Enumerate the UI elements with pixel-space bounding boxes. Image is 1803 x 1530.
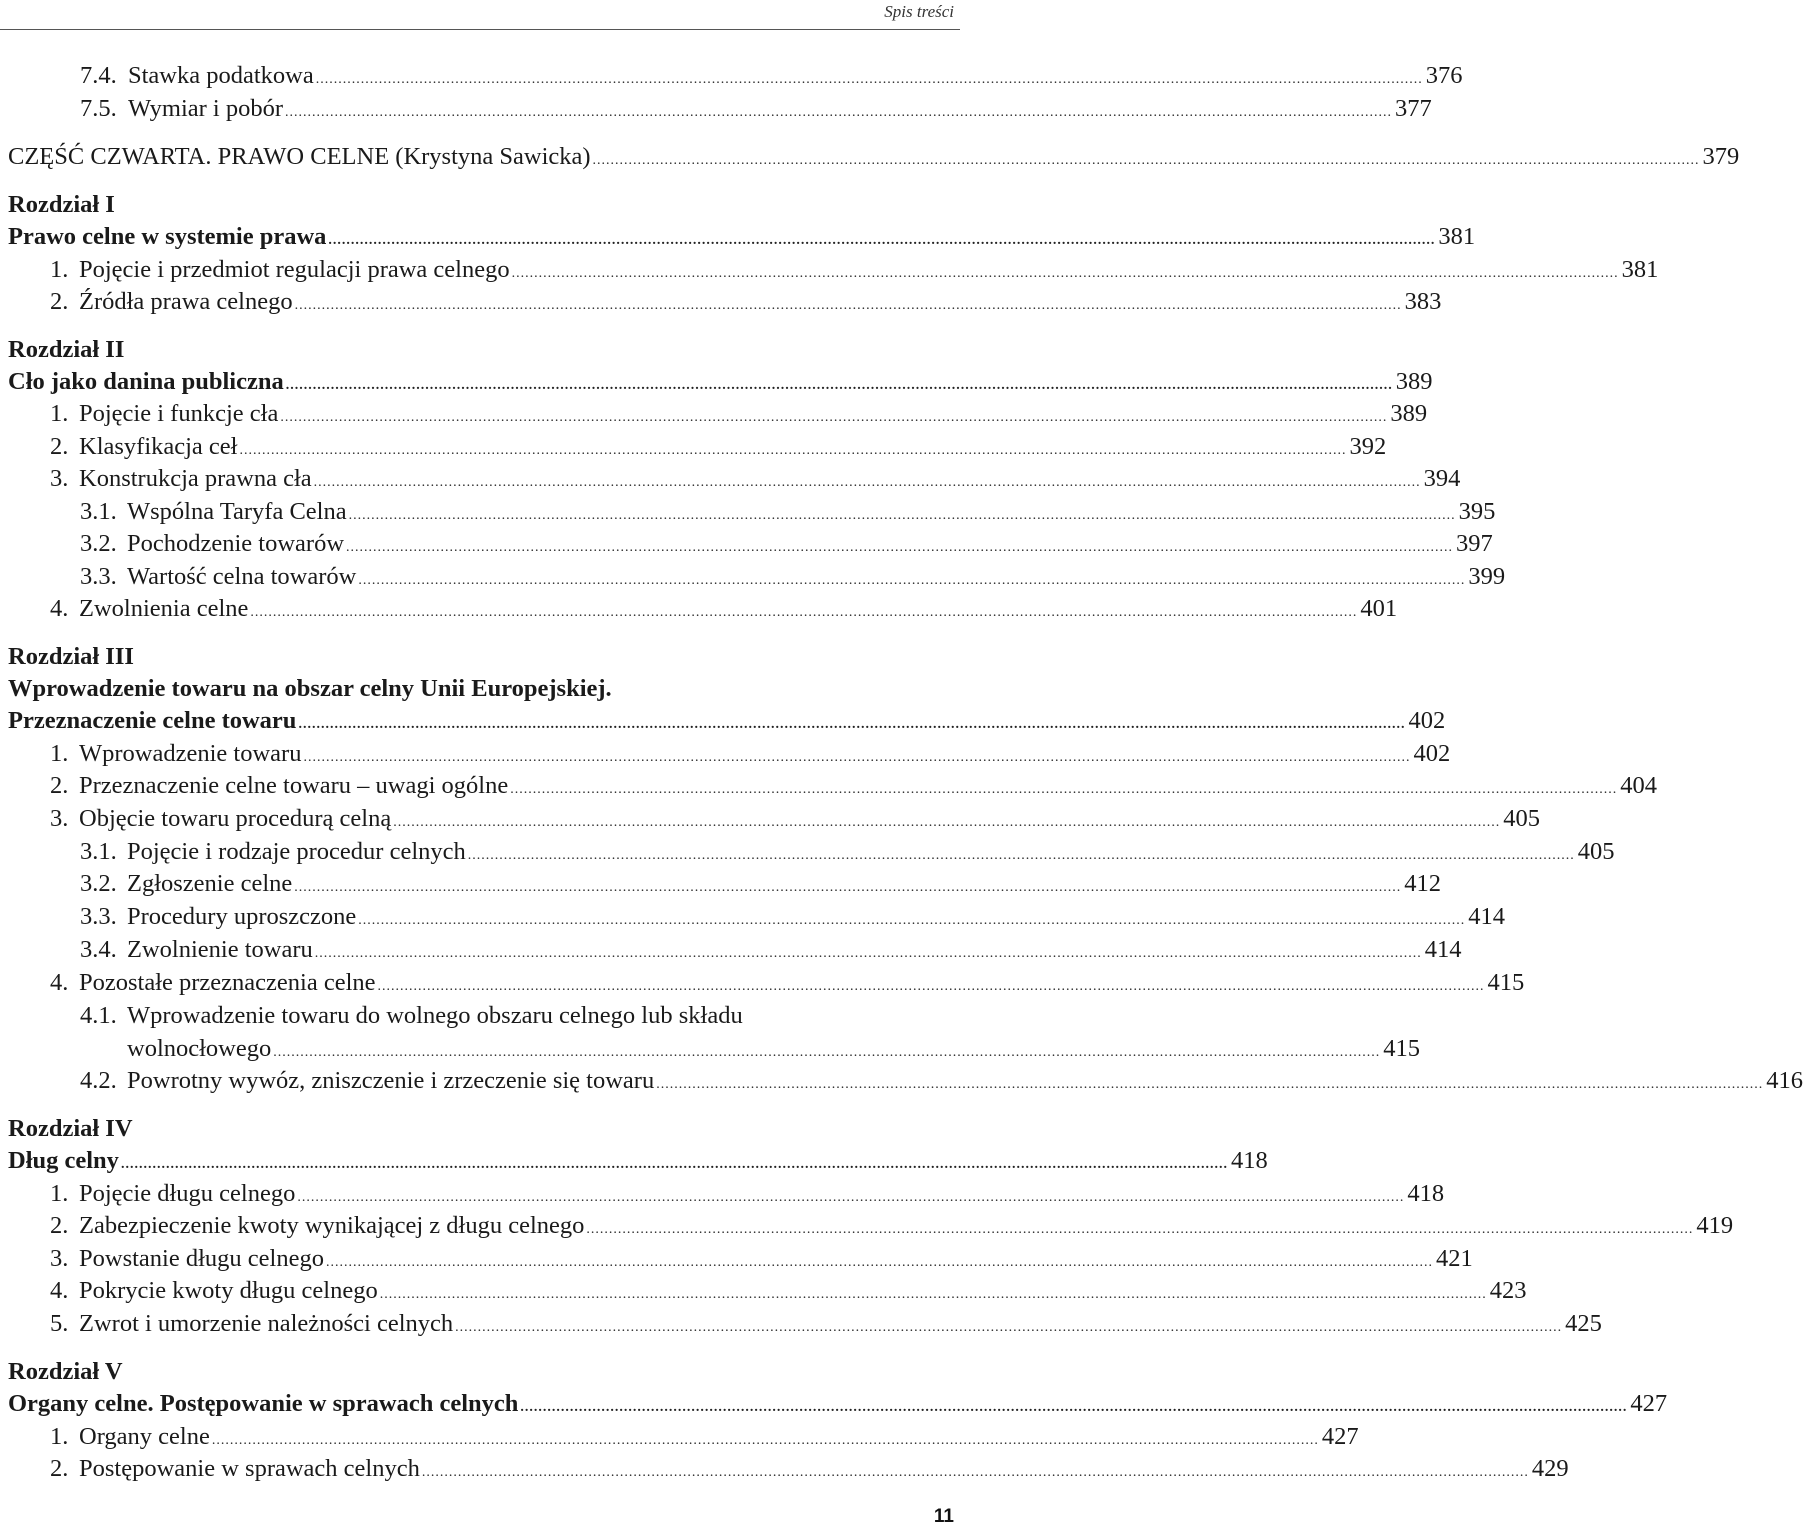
entry-title: Wprowadzenie towaru do wolnego obszaru celnego lub składu [127, 1002, 743, 1029]
entry-page: 379 [1702, 143, 1740, 170]
entry-number: 3.2. [80, 870, 117, 897]
toc-chapter-entry[interactable] [0, 1388, 1668, 1420]
entry-page: 389 [1390, 400, 1428, 427]
toc-entry[interactable] [0, 286, 1442, 318]
entry-page: 405 [1577, 838, 1615, 865]
dot-leader [285, 97, 1392, 129]
entry-number: 2. [50, 433, 69, 460]
entry-number: 4.2. [80, 1067, 117, 1094]
dot-leader [298, 709, 1405, 741]
entry-page: 414 [1468, 903, 1506, 930]
entry-title: Zwolnienia celne [79, 595, 249, 622]
toc-entry[interactable] [0, 1421, 1359, 1453]
entry-page: 429 [1531, 1455, 1569, 1482]
entry-title: Zabezpieczenie kwoty wynikającej z długu celnego [79, 1212, 585, 1239]
entry-page: 423 [1489, 1277, 1527, 1304]
entry-title: Wymiar i pobór [128, 95, 284, 122]
chapter-label: Rozdział IV [8, 1115, 133, 1142]
toc-entry[interactable] [0, 770, 1657, 802]
entry-number: 4. [50, 1277, 69, 1304]
dot-leader [280, 402, 1387, 434]
entry-title: Pojęcie długu celnego [79, 1180, 296, 1207]
header-rule [0, 29, 960, 30]
entry-page: 389 [1395, 368, 1433, 395]
dot-leader [314, 467, 1421, 499]
toc-entry[interactable] [0, 1178, 1445, 1210]
dot-leader [328, 225, 1435, 257]
toc-entry[interactable] [0, 398, 1428, 430]
toc-entry[interactable] [0, 1243, 1473, 1275]
toc-entry[interactable] [0, 463, 1461, 495]
entry-page: 395 [1458, 498, 1496, 525]
entry-title: Powrotny wywóz, zniszczenie i zrzeczenie się towaru [127, 1067, 655, 1094]
entry-page: 402 [1413, 740, 1451, 767]
entry-title: Wspólna Taryfa Celna [127, 498, 347, 525]
entry-page: 376 [1425, 62, 1463, 89]
dot-leader [520, 1392, 1627, 1424]
entry-number: 3.2. [80, 530, 117, 557]
entry-number: 3.3. [80, 563, 117, 590]
entry-page: 425 [1565, 1310, 1602, 1337]
entry-page: 402 [1408, 707, 1446, 734]
entry-page: 401 [1360, 595, 1398, 622]
chapter-title: Przeznaczenie celne towaru [8, 707, 297, 734]
entry-title: Źródła prawa celnego [79, 288, 293, 315]
dot-leader [315, 938, 1422, 970]
dot-leader [378, 971, 1485, 1003]
toc-entry[interactable] [0, 836, 1615, 868]
page-number: 11 [933, 1506, 954, 1527]
entry-number: 3. [50, 805, 69, 832]
entry-title: Pokrycie kwoty długu celnego [79, 1277, 378, 1304]
dot-leader [455, 1312, 1562, 1344]
toc-entry[interactable] [0, 1275, 1527, 1307]
entry-number: 3.4. [80, 936, 117, 963]
entry-page: 412 [1404, 870, 1442, 897]
entry-number: 1. [50, 256, 69, 283]
entry-number: 2. [50, 1455, 69, 1482]
entry-number: 1. [50, 1423, 69, 1450]
entry-number: 4.1. [80, 1002, 117, 1029]
entry-number: 4. [50, 595, 69, 622]
toc-chapter-entry[interactable] [0, 1145, 1268, 1177]
entry-title: Zwolnienie towaru [127, 936, 313, 963]
entry-title: Organy celne [79, 1423, 210, 1450]
entry-title: Pochodzenie towarów [127, 530, 345, 557]
entry-title: Pojęcie i funkcje cła [79, 400, 279, 427]
toc-entry[interactable] [0, 803, 1540, 835]
chapter-title-line: Wprowadzenie towaru na obszar celny Unii Europejskiej. [8, 675, 612, 702]
toc-entry[interactable] [0, 1308, 1602, 1340]
toc-entry[interactable] [0, 1065, 1803, 1097]
dot-leader [380, 1279, 1487, 1311]
entry-page: 381 [1621, 256, 1659, 283]
entry-page: 418 [1230, 1147, 1268, 1174]
entry-title: Konstrukcja prawna cła [79, 465, 312, 492]
entry-number: 3.1. [80, 838, 117, 865]
entry-title: Zwrot i umorzenie należności celnych [79, 1310, 454, 1337]
entry-page: 427 [1321, 1423, 1359, 1450]
entry-title: Objęcie towaru procedurą celną [79, 805, 392, 832]
toc-entry-wrapped[interactable] [0, 1000, 1035, 1032]
toc-entry[interactable] [0, 901, 1506, 933]
dot-leader [586, 1214, 1693, 1246]
entry-page: 394 [1423, 465, 1461, 492]
chapter-title: Cło jako danina publiczna [8, 368, 284, 395]
chapter-title: Dług celny [8, 1147, 119, 1174]
toc-entry[interactable] [0, 593, 1398, 625]
entry-page: 421 [1435, 1245, 1473, 1272]
entry-page: 397 [1456, 530, 1493, 557]
entry-page: 416 [1766, 1067, 1803, 1094]
dot-leader [250, 597, 1357, 629]
entry-page: 418 [1407, 1180, 1445, 1207]
entry-title: Przeznaczenie celne towaru – uwagi ogólne [79, 772, 509, 799]
chapter-label: Rozdział III [8, 643, 134, 670]
entry-title: Wprowadzenie towaru [79, 740, 302, 767]
entry-page: 377 [1395, 95, 1432, 122]
dot-leader [422, 1457, 1529, 1489]
entry-page: 392 [1349, 433, 1387, 460]
entry-number: 1. [50, 740, 69, 767]
entry-page: 415 [1487, 969, 1525, 996]
toc-entry[interactable] [0, 93, 1432, 125]
entry-title: wolnocłowego [127, 1035, 272, 1062]
entry-number: 5. [50, 1310, 69, 1337]
entry-title: Powstanie długu celnego [79, 1245, 324, 1272]
toc-entry[interactable] [0, 528, 1493, 560]
dot-leader [656, 1069, 1763, 1101]
entry-page: 405 [1503, 805, 1540, 832]
entry-page: 414 [1424, 936, 1462, 963]
entry-title: Wartość celna towarów [127, 563, 357, 590]
toc-entry[interactable] [0, 1210, 1734, 1242]
dot-leader [593, 145, 1700, 177]
entry-number: 7.4. [80, 62, 117, 89]
entry-title: Pozostałe przeznaczenia celne [79, 969, 376, 996]
toc-entry[interactable] [0, 561, 1506, 593]
dot-leader [346, 532, 1453, 564]
entry-number: 3.3. [80, 903, 117, 930]
toc-chapter-entry[interactable] [0, 221, 1476, 253]
dot-leader [294, 872, 1401, 904]
toc-chapter-entry[interactable] [0, 366, 1433, 398]
entry-title: Pojęcie i rodzaje procedur celnych [127, 838, 466, 865]
entry-number: 3.1. [80, 498, 117, 525]
chapter-title: Prawo celne w systemie prawa [8, 223, 327, 250]
toc-part-entry[interactable] [0, 141, 1740, 173]
dot-leader [121, 1149, 1228, 1181]
entry-number: 4. [50, 969, 69, 996]
entry-title: Klasyfikacja ceł [79, 433, 238, 460]
entry-page: 427 [1630, 1390, 1668, 1417]
toc-entry[interactable] [0, 496, 1496, 528]
toc-entry[interactable] [0, 868, 1442, 900]
part-title: CZĘŚĆ CZWARTA. PRAWO CELNE (Krystyna Sawicka) [8, 143, 591, 170]
dot-leader [316, 64, 1423, 96]
toc-entry[interactable] [0, 60, 1463, 92]
chapter-label: Rozdział II [8, 336, 125, 363]
dot-leader [393, 807, 1500, 839]
entry-page: 404 [1620, 772, 1657, 799]
entry-page: 381 [1438, 223, 1476, 250]
entry-number: 2. [50, 288, 69, 315]
entry-title: Procedury uproszczone [127, 903, 357, 930]
entry-title: Pojęcie i przedmiot regulacji prawa celnego [79, 256, 510, 283]
toc-entry[interactable] [0, 254, 1659, 286]
entry-number: 1. [50, 400, 69, 427]
dot-leader [358, 905, 1465, 937]
entry-number: 2. [50, 772, 69, 799]
dot-leader [510, 774, 1617, 806]
chapter-title: Organy celne. Postępowanie w sprawach celnych [8, 1390, 519, 1417]
entry-number: 1. [50, 1180, 69, 1207]
toc-entry[interactable] [0, 1453, 1569, 1485]
entry-page: 383 [1404, 288, 1442, 315]
toc-entry[interactable] [0, 934, 1462, 966]
entry-number: 3. [50, 465, 69, 492]
toc-entry[interactable] [0, 738, 1451, 770]
toc-chapter-entry[interactable] [0, 705, 1446, 737]
toc-entry[interactable] [0, 431, 1387, 463]
entry-number: 7.5. [80, 95, 117, 122]
entry-title: Zgłoszenie celne [127, 870, 293, 897]
toc-entry[interactable] [0, 967, 1525, 999]
toc-entry-continuation[interactable] [0, 1033, 1420, 1065]
entry-title: Postępowanie w sprawach celnych [79, 1455, 420, 1482]
entry-page: 399 [1468, 563, 1506, 590]
entry-number: 2. [50, 1212, 69, 1239]
entry-page: 415 [1383, 1035, 1420, 1062]
entry-number: 3. [50, 1245, 69, 1272]
running-header: Spis treści [884, 2, 954, 21]
entry-title: Stawka podatkowa [128, 62, 314, 89]
entry-page: 419 [1696, 1212, 1734, 1239]
chapter-label: Rozdział I [8, 191, 115, 218]
dot-leader [295, 290, 1402, 322]
chapter-label: Rozdział V [8, 1358, 123, 1385]
